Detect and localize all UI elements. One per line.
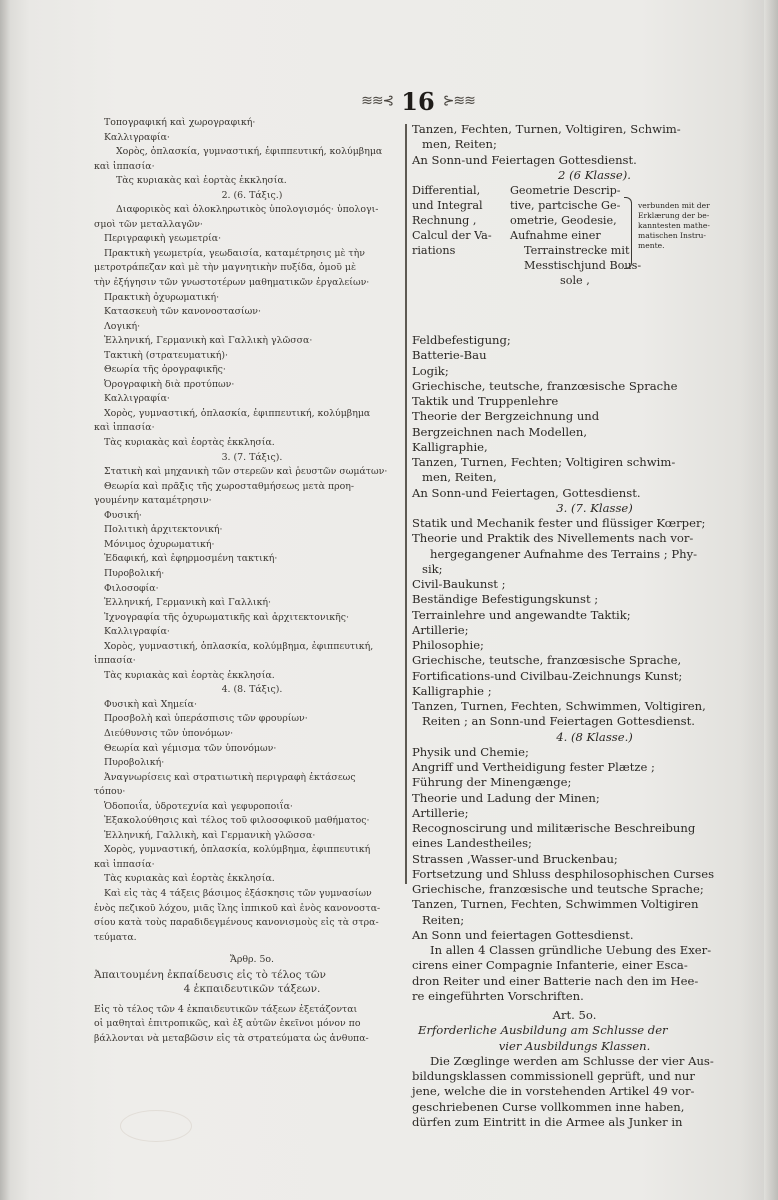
text-line: eines Landestheiles; xyxy=(412,836,532,851)
column-divider xyxy=(405,124,407,884)
text-line: Ἑλληνική, Γερμανικὴ καὶ Γαλλική· xyxy=(104,597,272,609)
text-line: Διεύθυνσις τῶν ὑπονόμων· xyxy=(104,727,234,739)
text-line: μετροτράπεζαν καὶ μὲ τὴν μαγνητικὴν πυξίδα, ὁμοῦ μὲ xyxy=(94,262,357,274)
text-line: Φυσική· xyxy=(104,509,142,521)
article-title: Ἀπαιτουμένη ἐκπαίδευσις εἰς τὸ τέλος τῶν xyxy=(94,968,326,981)
text-line: sik; xyxy=(422,561,443,576)
table-cell: ometrie, Geodesie, xyxy=(510,214,617,227)
table-cell: kanntesten mathe- xyxy=(638,221,710,230)
text-line: Τὰς κυριακὰς καὶ ἑορτὰς ἐκκλησία. xyxy=(116,175,287,187)
text-line: Strassen ,Wasser-und Bruckenbau; xyxy=(412,851,618,866)
text-line: ἱππασία· xyxy=(94,655,136,667)
text-line: Ἑλληνική, Γαλλικὴ, καὶ Γερμανικὴ γλῶσσα· xyxy=(104,829,316,841)
text-line: Θεωρία καὶ πρᾶξις τῆς χωροσταθμήσεως μετὰ προη- xyxy=(104,480,355,492)
text-line: Φυσικὴ καὶ Χημεία· xyxy=(104,698,197,710)
ornament-left-icon: ≋≋⊰ xyxy=(361,93,394,109)
text-line: Physik und Chemie; xyxy=(412,744,529,759)
section-heading: 4. (8 Klasse.) xyxy=(556,729,633,744)
text-line: Kalligraphie, xyxy=(412,439,488,454)
greek-column xyxy=(82,116,392,1046)
section-heading: 2. (6. Τάξις.) xyxy=(221,189,283,201)
text-line: An Sonn-und Feiertagen Gottesdienst. xyxy=(412,152,637,167)
table-cell: mente. xyxy=(638,241,665,250)
table-cell: und Integral xyxy=(412,199,483,212)
text-line: Feldbefestigung; xyxy=(412,333,511,347)
text-line: Χορὸς, γυμναστική, ὁπλασκία, κολύμβημα, ἐφιππευτική xyxy=(104,844,371,856)
table-cell: Aufnahme einer xyxy=(510,229,601,242)
text-line: Terrainlehre und angewandte Taktik; xyxy=(412,607,631,622)
text-line: Statik und Mechanik fester und flüssiger Kœrper; xyxy=(412,516,706,530)
section-heading: 3. (7. Klasse) xyxy=(556,500,633,515)
course-table-6klasse xyxy=(412,183,717,333)
table-column xyxy=(638,201,728,251)
text-line: geschriebenen Curse vollkommen inne haben, xyxy=(412,1099,685,1114)
text-line: Taktik und Truppenlehre xyxy=(412,394,559,408)
text-line: τὴν ἐξήγησιν τῶν γνωστοτέρων μαθηματικῶν ἐργαλείων· xyxy=(94,277,370,289)
text-line: γουμένην καταμέτρησιν· xyxy=(94,495,212,507)
text-line: men, Reiten, xyxy=(422,470,497,485)
text-line: An Sonn-und Feiertagen, Gottesdienst. xyxy=(412,485,641,500)
table-cell: verbunden mit der xyxy=(638,201,710,210)
section-heading: 4. (8. Τάξις). xyxy=(221,684,283,696)
text-line: Batterie-Bau xyxy=(412,348,487,363)
section-heading: 3. (7. Τάξις). xyxy=(221,451,283,463)
text-line: Φιλοσοφία· xyxy=(104,582,159,594)
text-line: jene, welche die in vorstehenden Artikel 49 vor- xyxy=(412,1084,695,1099)
text-line: dürfen zum Eintritt in die Armee als Junker in xyxy=(412,1114,683,1129)
table-cell: matischen Instru- xyxy=(638,231,706,240)
text-line: Καλλιγραφία· xyxy=(104,393,170,405)
text-line: βάλλονται νὰ μεταβῶσιν εἰς τὰ στρατεύματα ὡς ἀνθυπα- xyxy=(94,1032,369,1044)
text-line: Τὰς κυριακὰς καὶ ἑορτὰς ἐκκλησία. xyxy=(104,669,275,681)
text-line: Τακτικὴ (στρατευματική)· xyxy=(104,349,228,361)
table-cell: Calcul der Va- xyxy=(412,229,492,242)
text-line: Περιγραφικὴ γεωμετρία· xyxy=(104,233,222,245)
text-line: Führung der Minengænge; xyxy=(412,775,572,790)
german-column xyxy=(412,122,717,1130)
text-line: σμοὶ τῶν μεταλλαγῶν· xyxy=(94,218,203,230)
text-line: σίου κατὰ τοὺς παραδιδεγμένους κανονισμοὺς εἰς τὰ στρα- xyxy=(94,917,379,929)
book-spine xyxy=(0,0,10,1200)
text-line: Die Zœglinge werden am Schlusse der vier Aus- xyxy=(430,1053,714,1068)
text-line: Λογική· xyxy=(104,320,141,332)
text-line: Χορὸς, γυμναστική, ὁπλασκία, ἐφιππευτική, κολύμβημα xyxy=(104,407,371,419)
library-stamp xyxy=(120,1110,192,1142)
ornament-right-icon: ⊱≋≋ xyxy=(442,93,475,109)
text-line: Καλλιγραφία· xyxy=(104,131,170,143)
text-line: Εἰς τὸ τέλος τῶν 4 ἐκπαιδευτικῶν τάξεων ἐξετάζονται xyxy=(94,1003,358,1015)
page-edge xyxy=(764,0,778,1200)
text-line: καὶ ἱππασία· xyxy=(94,422,155,434)
text-line: Πρακτικὴ ὀχυρωματική· xyxy=(104,291,220,303)
text-line: Ἐδαφική, καὶ ἐφηρμοσμένη τακτική· xyxy=(104,553,278,565)
text-line: Tanzen, Fechten, Turnen, Voltigiren, Schwim- xyxy=(412,122,681,136)
text-line: Angriff und Vertheidigung fester Plætze ; xyxy=(412,760,655,774)
text-line: cirens einer Compagnie Infanterie, einer Esca- xyxy=(412,958,688,973)
article-heading: Ἄρθρ. 5ο. xyxy=(229,954,275,966)
page-header xyxy=(338,86,498,116)
table-column xyxy=(412,183,522,258)
text-line: Τὰς κυριακὰς καὶ ἑορτὰς ἐκκλησία. xyxy=(104,873,275,885)
text-line: Μόνιμος ὀχυρωματική· xyxy=(104,538,215,550)
text-line: Theorie und Ladung der Minen; xyxy=(412,790,600,805)
text-line: In allen 4 Classen gründliche Uebung des Exer- xyxy=(430,943,712,957)
text-line: Fortsetzung und Shluss desphilosophischen Curses xyxy=(412,866,715,881)
text-line: Στατικὴ καὶ μηχανικὴ τῶν στερεῶν καὶ ῥευστῶν σωμάτων· xyxy=(104,466,388,478)
text-line: bildungsklassen commissionell geprüft, und nur xyxy=(412,1069,695,1083)
table-cell: Rechnung , xyxy=(412,214,477,227)
text-line: Reiten ; an Sonn-und Feiertagen Gottesdienst. xyxy=(422,714,695,729)
text-line: Χορὸς, γυμναστική, ὁπλασκία, κολύμβημα, ἐφιππευτική, xyxy=(104,640,374,652)
text-line: Πολιτικὴ ἀρχιτεκτονική· xyxy=(104,524,223,536)
text-line: Tanzen, Turnen, Fechten; Voltigiren schwim- xyxy=(412,455,676,469)
text-line: men, Reiten; xyxy=(422,137,497,152)
text-line: Κατασκευὴ τῶν κανονοστασίων· xyxy=(104,306,261,318)
text-line: Θεωρία τῆς ὀρογραφικῆς· xyxy=(104,364,226,376)
text-line: Τὰς κυριακὰς καὶ ἑορτὰς ἐκκλησία. xyxy=(104,437,275,449)
text-line: Tanzen, Turnen, Fechten, Schwimmen, Voltigiren, xyxy=(412,699,706,713)
text-line: Theorie der Bergzeichnung und xyxy=(412,409,600,424)
article-heading: Art. 5o. xyxy=(552,1008,597,1022)
text-line: Καὶ εἰς τὰς 4 τάξεις βάσιμος ἐξάσκησις τῶν γυμνασίων xyxy=(104,887,372,899)
text-line: Πυροβολική· xyxy=(104,757,165,769)
table-cell: tive, partcische Ge- xyxy=(510,199,621,212)
text-line: Τοπογραφική καὶ χωρογραφική· xyxy=(104,117,256,128)
text-line: Ἀναγνωρίσεις καὶ στρατιωτικὴ περιγραφὴ ἐκτάσεως xyxy=(104,771,356,783)
text-line: Προσβολὴ καὶ ὑπεράσπισις τῶν φρουρίων· xyxy=(104,713,308,725)
text-line: Ὁδοποιΐα, ὑδροτεχνία καὶ γεφυροποιΐα· xyxy=(104,800,293,812)
table-cell: Messtischjund Bous- xyxy=(524,259,642,272)
article-title: vier Ausbildungs Klassen. xyxy=(498,1038,651,1053)
table-cell: Geometrie Descrip- xyxy=(510,184,621,197)
text-line: Καλλιγραφία· xyxy=(104,626,170,638)
table-cell: sole , xyxy=(560,274,590,287)
page-number: 16 xyxy=(401,86,435,116)
table-cell: Erklærung der be- xyxy=(638,211,710,220)
text-line: re eingeführten Vorschriften. xyxy=(412,988,584,1003)
text-line: τόπου· xyxy=(94,786,126,798)
text-line: hergegangener Aufnahme des Terrains ; Phy- xyxy=(430,546,698,561)
table-column xyxy=(510,183,642,288)
text-line: Πρακτικὴ γεωμετρία, γεωδαισία, καταμέτρησις μὲ τὴν xyxy=(104,247,365,259)
text-line: Artillerie; xyxy=(412,622,469,637)
text-line: ἑνὸς πεζικοῦ λόχου, μιᾶς ἴλης ἱππικοῦ καὶ ἑνὸς κανονοστα- xyxy=(94,902,381,914)
table-cell: Differential, xyxy=(412,184,481,197)
article-title: Erforderliche Ausbildung am Schlusse der xyxy=(418,1023,668,1038)
text-line: Πυροβολική· xyxy=(104,567,165,579)
text-line: Reiten; xyxy=(422,912,465,927)
text-line: Griechische, teutsche, franzœsische Sprache xyxy=(412,378,678,393)
text-line: dron Reiter und einer Batterie nach den im Hee- xyxy=(412,973,699,988)
section-heading: 2 (6 Klasse). xyxy=(558,167,631,182)
text-line: Ἑλληνική, Γερμανικὴ καὶ Γαλλικὴ γλῶσσα· xyxy=(104,335,313,347)
text-line: Griechische, teutsche, franzœsische Sprache, xyxy=(412,653,682,668)
text-line: Ὀρογραφικὴ διὰ προτύπων· xyxy=(104,378,235,390)
table-cell: riations xyxy=(412,244,456,257)
text-line: Ἐξακολούθησις καὶ τέλος τοῦ φιλοσοφικοῦ μαθήματος· xyxy=(104,815,370,827)
text-line: Χορὸς, ὁπλασκία, γυμναστική, ἐφιππευτική, κολύμβημα xyxy=(116,146,383,158)
text-line: Logik; xyxy=(412,363,449,378)
text-line: Theorie und Praktik des Nivellements nach vor- xyxy=(412,531,694,546)
text-line: Bergzeichnen nach Modellen, xyxy=(412,424,588,439)
text-line: Ἰχνογραφία τῆς ὀχυρωματικῆς καὶ ἀρχιτεκτονικῆς· xyxy=(104,611,349,623)
article-title: 4 ἐκπαιδευτικῶν τάξεων. xyxy=(183,983,321,996)
text-line: Διαφορικὸς καὶ ὁλοκληρωτικὸς ὑπολογισμός· ὑπολογι- xyxy=(116,204,379,216)
text-line: Θεωρία καὶ γέμισμα τῶν ὑπονόμων· xyxy=(104,742,277,754)
text-line: Civil-Baukunst ; xyxy=(412,577,506,591)
text-line: Philosophie; xyxy=(412,638,484,652)
text-line: καὶ ἱππασία· xyxy=(94,160,155,172)
text-line: καὶ ἱππασία· xyxy=(94,858,155,870)
text-line: Artillerie; xyxy=(412,805,469,820)
text-line: Beständige Befestigungskunst ; xyxy=(412,592,599,607)
text-line: οἱ μαθηταὶ ἐπιτροπικῶς, καὶ ἐξ αὐτῶν ἐκεῖνοι μόνον πο xyxy=(94,1018,361,1030)
table-cell: Terrainstrecke mit xyxy=(524,244,630,257)
text-line: Recognoscirung und militærische Beschreibung xyxy=(412,821,696,835)
text-line: τεύματα. xyxy=(94,931,137,943)
text-line: Tanzen, Turnen, Fechten, Schwimmen Voltigiren xyxy=(412,897,699,912)
bracket-icon xyxy=(624,197,632,269)
text-line: Fortifications-und Civilbau-Zeichnungs Kunst; xyxy=(412,668,683,683)
text-line: Kalligraphie ; xyxy=(412,683,492,698)
text-line: An Sonn und feiertagen Gottesdienst. xyxy=(412,927,634,942)
text-line: Griechische, franzœsische und teutsche Sprache; xyxy=(412,882,704,896)
